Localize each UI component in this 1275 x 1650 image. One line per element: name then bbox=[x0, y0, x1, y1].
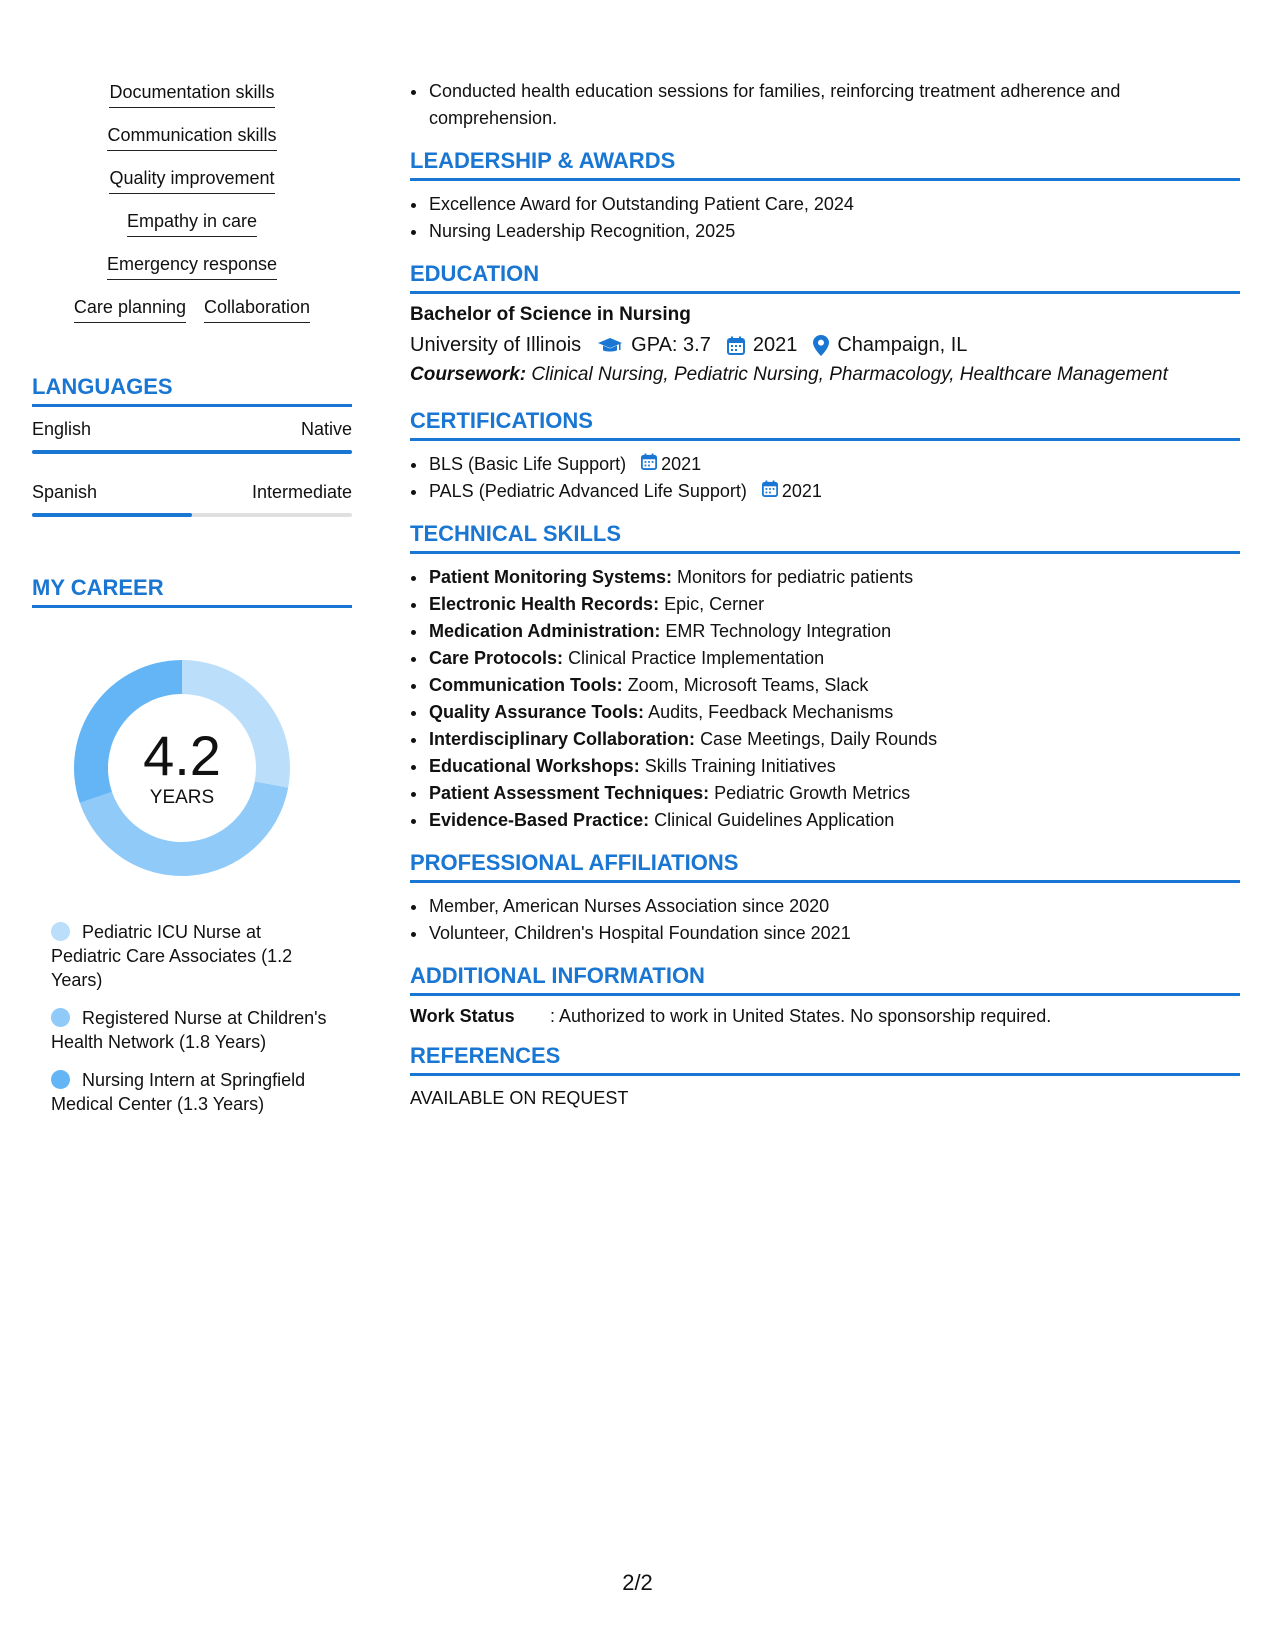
language-proficiency-fill bbox=[32, 450, 352, 454]
page-number: 2/2 bbox=[622, 1570, 653, 1595]
leadership-list bbox=[410, 191, 1240, 245]
education-location: Champaign, IL bbox=[837, 334, 968, 356]
technical-skill-label: Evidence-Based Practice: bbox=[429, 810, 650, 830]
skill-tag: Quality improvement bbox=[109, 168, 274, 194]
technical-skill-label: Interdisciplinary Collaboration: bbox=[429, 729, 696, 749]
education-year: 2021 bbox=[752, 334, 798, 356]
legend-dot bbox=[51, 1070, 70, 1089]
certification-name: PALS (Pediatric Advanced Life Support) bbox=[429, 481, 747, 501]
certification-year: 2021 bbox=[781, 481, 822, 501]
technical-skill-label: Electronic Health Records: bbox=[429, 594, 660, 614]
map-pin-icon bbox=[813, 335, 829, 356]
legend-dot bbox=[51, 1008, 70, 1027]
technical-skill-value: Zoom, Microsoft Teams, Slack bbox=[627, 675, 869, 695]
technical-skills-list bbox=[410, 564, 1240, 834]
skill-tag: Care planning bbox=[74, 297, 186, 323]
education-degree: Bachelor of Science in Nursing bbox=[410, 304, 691, 325]
skill-tag: Empathy in care bbox=[127, 211, 257, 237]
language-proficiency-bar bbox=[32, 513, 352, 517]
affiliations-list bbox=[410, 893, 1240, 947]
technical-skill-item bbox=[428, 564, 1240, 591]
career-donut-center bbox=[62, 648, 302, 888]
calendar-icon bbox=[762, 478, 778, 505]
language-level: Intermediate bbox=[251, 482, 352, 502]
technical-skill-value: EMR Technology Integration bbox=[665, 621, 892, 641]
certifications-list bbox=[410, 451, 1240, 505]
technical-skill-item bbox=[428, 591, 1240, 618]
languages-heading: LANGUAGES bbox=[32, 374, 352, 407]
certification-name: BLS (Basic Life Support) bbox=[429, 454, 627, 474]
career-legend-item bbox=[51, 920, 331, 992]
work-status-row bbox=[410, 1006, 1240, 1027]
technical-skill-value: Pediatric Growth Metrics bbox=[714, 783, 911, 803]
languages-list bbox=[32, 419, 352, 517]
work-status-value: : Authorized to work in United States. No sponsorship required. bbox=[550, 1006, 1052, 1026]
references-heading: REFERENCES bbox=[410, 1043, 1240, 1076]
education-gpa: GPA: 3.7 bbox=[631, 334, 711, 356]
career-total-label: YEARS bbox=[149, 787, 215, 808]
technical-skill-item bbox=[428, 618, 1240, 645]
technical-skill-value: Monitors for pediatric patients bbox=[677, 567, 914, 587]
technical-skill-item bbox=[428, 753, 1240, 780]
education-heading: EDUCATION bbox=[410, 261, 1240, 294]
technical-skill-item bbox=[428, 807, 1240, 834]
language-proficiency-fill bbox=[32, 513, 192, 517]
technical-skill-label: Communication Tools: bbox=[429, 675, 623, 695]
language-name: English bbox=[32, 419, 92, 439]
affiliations-heading: PROFESSIONAL AFFILIATIONS bbox=[410, 850, 1240, 883]
language-item bbox=[32, 419, 352, 454]
technical-skill-item bbox=[428, 780, 1240, 807]
references-text: AVAILABLE ON REQUEST bbox=[410, 1088, 629, 1108]
technical-skill-item bbox=[428, 726, 1240, 753]
leadership-item: • Nursing Leadership Recognition, 2025 bbox=[428, 218, 1240, 245]
career-donut-chart bbox=[62, 648, 302, 888]
career-legend bbox=[32, 920, 331, 1116]
affiliation-item: • Member, American Nurses Association since 2020 bbox=[428, 893, 1240, 920]
experience-bullets bbox=[410, 78, 1240, 132]
leadership-heading: LEADERSHIP & AWARDS bbox=[410, 148, 1240, 181]
leadership-item: • Excellence Award for Outstanding Patient Care, 2024 bbox=[428, 191, 1240, 218]
technical-skill-item bbox=[428, 645, 1240, 672]
skill-tag: Communication skills bbox=[107, 125, 276, 151]
skill-tag: Collaboration bbox=[204, 297, 310, 323]
additional-info-heading: ADDITIONAL INFORMATION bbox=[410, 963, 1240, 996]
technical-skill-label: Care Protocols: bbox=[429, 648, 564, 668]
skill-tag: Emergency response bbox=[107, 254, 277, 280]
technical-skill-value: Audits, Feedback Mechanisms bbox=[648, 702, 894, 722]
technical-skill-value: Clinical Guidelines Application bbox=[654, 810, 895, 830]
skill-pair-row bbox=[74, 297, 310, 340]
experience-bullet: • Conducted health education sessions for families, reinforcing treatment adherence and comprehension. bbox=[428, 78, 1240, 132]
language-item bbox=[32, 482, 352, 517]
legend-dot bbox=[51, 922, 70, 941]
career-item-text: Registered Nurse at Children's Health Network (1.8 Years) bbox=[51, 1008, 327, 1052]
technical-skill-label: Quality Assurance Tools: bbox=[429, 702, 645, 722]
technical-skill-item bbox=[428, 699, 1240, 726]
coursework-label: Coursework: bbox=[410, 364, 527, 385]
certification-item bbox=[428, 478, 1240, 505]
left-column bbox=[32, 82, 352, 1130]
calendar-icon bbox=[641, 451, 657, 478]
technical-skill-value: Clinical Practice Implementation bbox=[568, 648, 825, 668]
certification-item bbox=[428, 451, 1240, 478]
technical-skill-label: Patient Assessment Techniques: bbox=[429, 783, 710, 803]
technical-skill-label: Educational Workshops: bbox=[429, 756, 640, 776]
calendar-icon bbox=[727, 336, 745, 355]
career-legend-item bbox=[51, 1068, 331, 1116]
technical-skill-value: Epic, Cerner bbox=[664, 594, 765, 614]
education-coursework bbox=[410, 364, 1240, 386]
technical-skill-label: Medication Administration: bbox=[429, 621, 661, 641]
technical-skill-value: Case Meetings, Daily Rounds bbox=[700, 729, 938, 749]
career-heading: MY CAREER bbox=[32, 575, 352, 608]
graduation-cap-icon bbox=[597, 337, 623, 355]
education-school: University of Illinois bbox=[410, 334, 582, 356]
affiliation-item: • Volunteer, Children's Hospital Foundation since 2021 bbox=[428, 920, 1240, 947]
language-name: Spanish bbox=[32, 482, 98, 502]
technical-skill-item bbox=[428, 672, 1240, 699]
skill-tag: Documentation skills bbox=[109, 82, 274, 108]
technical-skill-value: Skills Training Initiatives bbox=[644, 756, 836, 776]
technical-skill-label: Patient Monitoring Systems: bbox=[429, 567, 673, 587]
coursework-value: Clinical Nursing, Pediatric Nursing, Pharmacology, Healthcare Management bbox=[531, 364, 1168, 385]
certifications-heading: CERTIFICATIONS bbox=[410, 408, 1240, 441]
career-total-years: 4.2 bbox=[143, 724, 221, 787]
work-status-label: Work Status bbox=[410, 1006, 515, 1026]
certification-year: 2021 bbox=[661, 454, 702, 474]
skills-list bbox=[32, 82, 352, 340]
career-item-text: Pediatric ICU Nurse at Pediatric Care Associates (1.2 Years) bbox=[51, 922, 293, 990]
career-legend-item bbox=[51, 1006, 331, 1054]
language-proficiency-bar bbox=[32, 450, 352, 454]
technical-skills-heading: TECHNICAL SKILLS bbox=[410, 521, 1240, 554]
education-details bbox=[410, 334, 1240, 357]
language-level: Native bbox=[300, 419, 352, 439]
career-item-text: Nursing Intern at Springfield Medical Center (1.3 Years) bbox=[51, 1070, 306, 1114]
right-column bbox=[410, 78, 1240, 1109]
